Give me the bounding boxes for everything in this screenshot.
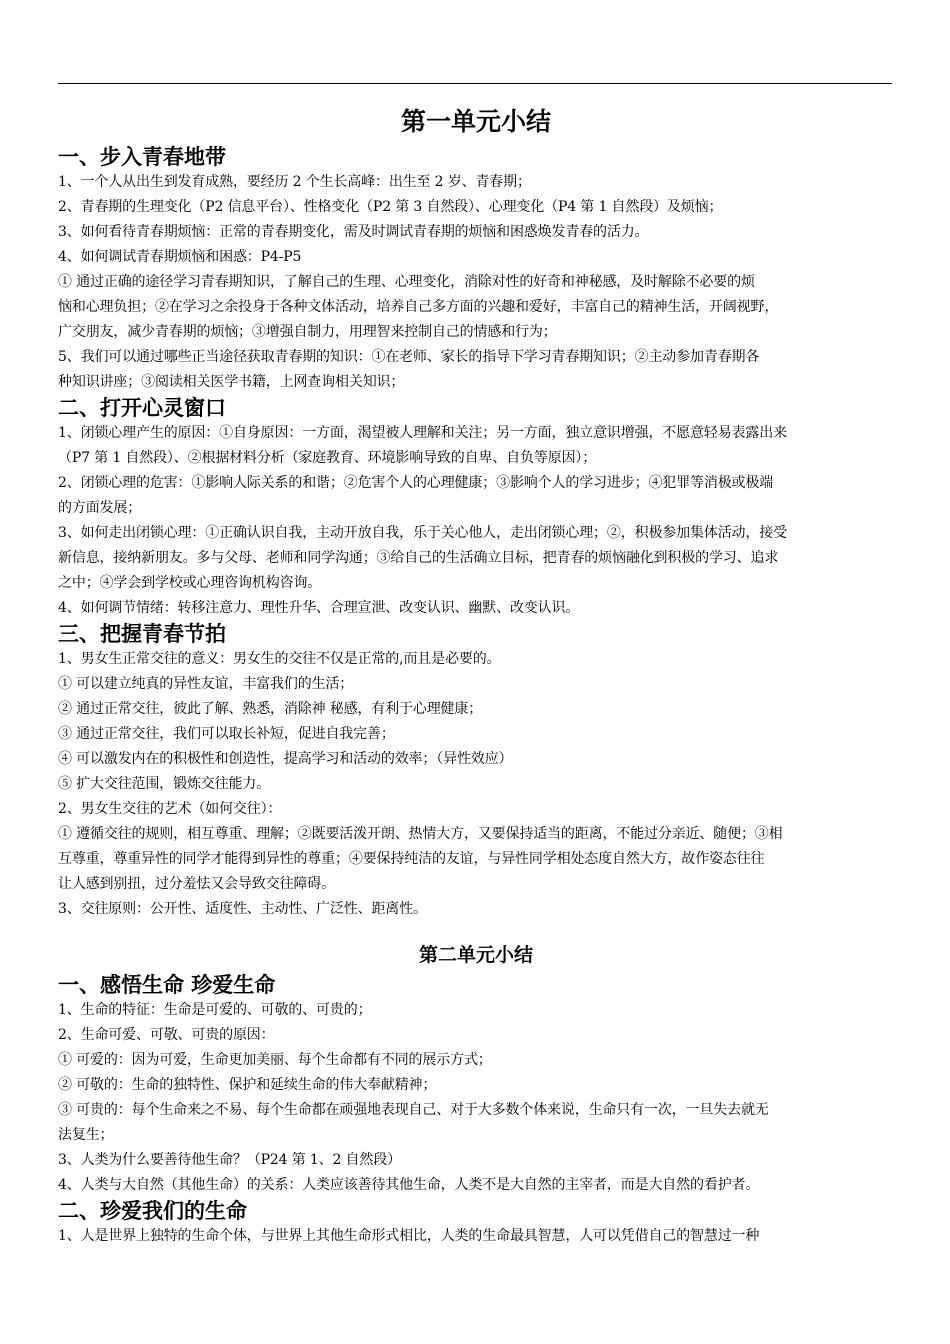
section-heading: 一、感悟生命 珍爱生命 <box>58 973 276 997</box>
text-line: 4、人类与大自然（其他生命）的关系：人类应该善待其他生命，人类不是大自然的主宰者，而是大自然的看护者。 <box>58 1177 760 1193</box>
text-line: 1、闭锁心理产生的原因：①自身原因：一方面，渴望被人理解和关注；另一方面，独立意识增强，不愿意轻易表露出来 <box>58 425 787 441</box>
text-line: 3、如何看待青春期烦恼：正常的青春期变化，需及时调试青春期的烦恼和困惑焕发青春的活力。 <box>58 224 649 240</box>
text-line: 新信息，接纳新朋友。多与父母、老师和同学沟通；③给自己的生活确立目标，把青春的烦恼融化到积极的学习、追求 <box>58 550 779 566</box>
text-line: 4、如何调试青春期烦恼和困惑：P4-P5 <box>58 249 302 265</box>
text-line: ③ 可贵的：每个生命来之不易、每个生命都在顽强地表现自己、对于大多数个体来说，生命只有一次，一旦失去就无 <box>58 1102 769 1118</box>
document-body <box>58 100 894 1249</box>
text-line: ① 可爱的：因为可爱，生命更加美丽、每个生命都有不同的展示方式； <box>58 1052 492 1068</box>
text-line: 3、交往原则：公开性、适度性、主动性、广泛性、距离性。 <box>58 901 427 917</box>
text-line: 互尊重，尊重异性的同学才能得到异性的尊重；④要保持纯洁的友谊，与异性同学相处态度自然大方，故作姿态往往 <box>58 851 765 867</box>
text-line: 1、一个人从出生到发育成熟，要经历 2 个生长高峰：出生至 2 岁、青春期； <box>58 174 531 190</box>
section-heading: 一、步入青春地带 <box>58 145 226 169</box>
text-line: 让人感到别扭，过分羞怯又会导致交往障碍。 <box>58 876 335 892</box>
text-line: ④ 可以激发内在的积极性和创造性，提高学习和活动的效率；（异性效应） <box>58 751 513 767</box>
text-line: 2、青春期的生理变化（P2 信息平台）、性格变化（P2 第 3 自然段）、心理变化（P4 第 1 自然段）及烦恼； <box>58 199 723 215</box>
text-line: 4、如何调节情绪：转移注意力、理性升华、合理宣泄、改变认识、幽默、改变认识。 <box>58 600 580 616</box>
section-heading: 二、珍爱我们的生命 <box>58 1199 247 1223</box>
text-line: 恼和心理负担；②在学习之余投身于各种文体活动，培养自己多方面的兴趣和爱好，丰富自己的精神生活，开阔视野， <box>58 299 779 315</box>
text-line: ① 通过正确的途径学习青春期知识，了解自己的生理、心理变化，消除对性的好奇和神秘感，及时解除不必要的烦 <box>58 274 755 290</box>
text-line: 2、闭锁心理的危害：①影响人际关系的和谐；②危害个人的心理健康；③影响个人的学习进步；④犯罪等消极或极端 <box>58 475 774 491</box>
text-line: ① 遵循交往的规则，相互尊重、理解；②既要活泼开朗、热情大方，又要保持适当的距离，不能过分亲近、随便；③相 <box>58 826 783 842</box>
text-line: 2、生命可爱、可敬、可贵的原因： <box>58 1027 275 1043</box>
unit1-section1 <box>58 144 894 395</box>
unit1-title: 第一单元小结 <box>400 107 551 136</box>
text-line: ② 通过正常交往，彼此了解、熟悉，消除神 秘感，有利于心理健康； <box>58 701 483 717</box>
text-line: ⑤ 扩大交往范围，锻炼交往能力。 <box>58 776 271 792</box>
section-heading: 三、把握青春节拍 <box>58 622 226 646</box>
text-line: 1、人是世界上独特的生命个体，与世界上其他生命形式相比，人类的生命最具智慧，人可以凭借自己的智慧过一种 <box>58 1228 760 1244</box>
text-line: ① 可以建立纯真的异性友谊，丰富我们的生活； <box>58 676 354 692</box>
unit2-section1 <box>58 972 894 1198</box>
text-line: 的方面发展； <box>58 500 142 516</box>
text-line: 之中；④学会到学校或心理咨询机构咨询。 <box>58 575 322 591</box>
text-line: 5、我们可以通过哪些正当途径获取青春期的知识：①在老师、家长的指导下学习青春期知识；②主动参加青春期各 <box>58 349 760 365</box>
text-line: ③ 通过正常交往，我们可以取长补短，促进自我完善； <box>58 726 395 742</box>
text-line: 1、生命的特征：生命是可爱的、可敬的、可贵的； <box>58 1002 372 1018</box>
spacer <box>58 922 894 938</box>
text-line: 法复生； <box>58 1127 114 1143</box>
text-line: 广交朋友，减少青春期的烦恼；③增强自制力，用理智来控制自己的情感和行为； <box>58 324 557 340</box>
unit1-section2 <box>58 395 894 621</box>
text-line: 3、如何走出闭锁心理：①正确认识自我，主动开放自我，乐于关心他人，走出闭锁心理；②，积极参加集体活动，接受 <box>58 525 787 541</box>
unit2-title: 第二单元小结 <box>418 944 533 966</box>
text-line: （P7 第 1 自然段）、②根据材料分析（家庭教育、环境影响导致的自卑、自负等原因）； <box>58 450 597 466</box>
text-line: 1、男女生正常交往的意义：男女生的交往不仅是正常的,而且是必要的。 <box>58 651 501 667</box>
header-rule <box>58 83 892 84</box>
unit1-section3 <box>58 621 894 922</box>
section-heading: 二、打开心灵窗口 <box>58 396 226 420</box>
text-line: 3、人类为什么要善待他生命？（P24 第 1、2 自然段） <box>58 1152 401 1168</box>
unit2-section2 <box>58 1198 894 1249</box>
text-line: 种知识讲座；③阅读相关医学书籍，上网查询相关知识； <box>58 374 405 390</box>
text-line: 2、男女生交往的艺术（如何交往）： <box>58 801 282 817</box>
text-line: ② 可敬的：生命的独特性、保护和延续生命的伟大奉献精神； <box>58 1077 437 1093</box>
